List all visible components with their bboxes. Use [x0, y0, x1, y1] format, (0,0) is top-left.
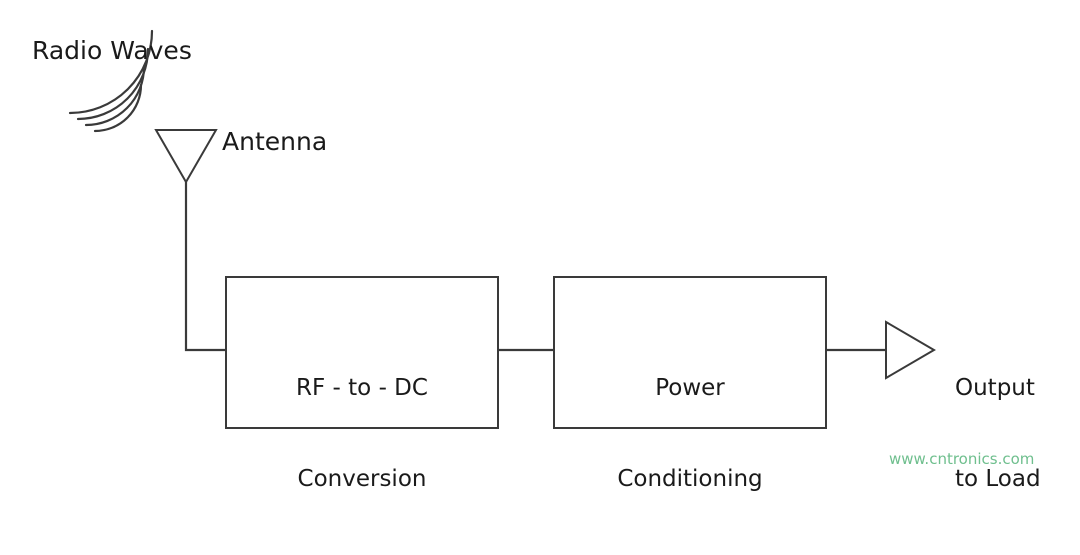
- label-rf-to-dc-conversion: [226, 312, 498, 555]
- antenna-icon: [156, 130, 216, 182]
- label-power-conditioning-line2: Conditioning: [617, 465, 763, 492]
- label-output-to-load: [955, 312, 1075, 555]
- label-rf-to-dc-line1: RF - to - DC: [296, 374, 428, 401]
- label-radio-waves: Radio Waves: [32, 36, 192, 65]
- label-output-line1: Output: [955, 374, 1035, 401]
- watermark-text: www.cntronics.com: [889, 450, 1035, 468]
- output-triangle-icon: [886, 322, 934, 378]
- label-power-conditioning: [554, 312, 826, 555]
- label-output-line2: to Load: [955, 465, 1041, 492]
- label-antenna: Antenna: [222, 127, 328, 156]
- label-rf-to-dc-line2: Conversion: [297, 465, 427, 492]
- label-power-conditioning-line1: Power: [655, 374, 725, 401]
- antenna-feed-line: [186, 182, 226, 350]
